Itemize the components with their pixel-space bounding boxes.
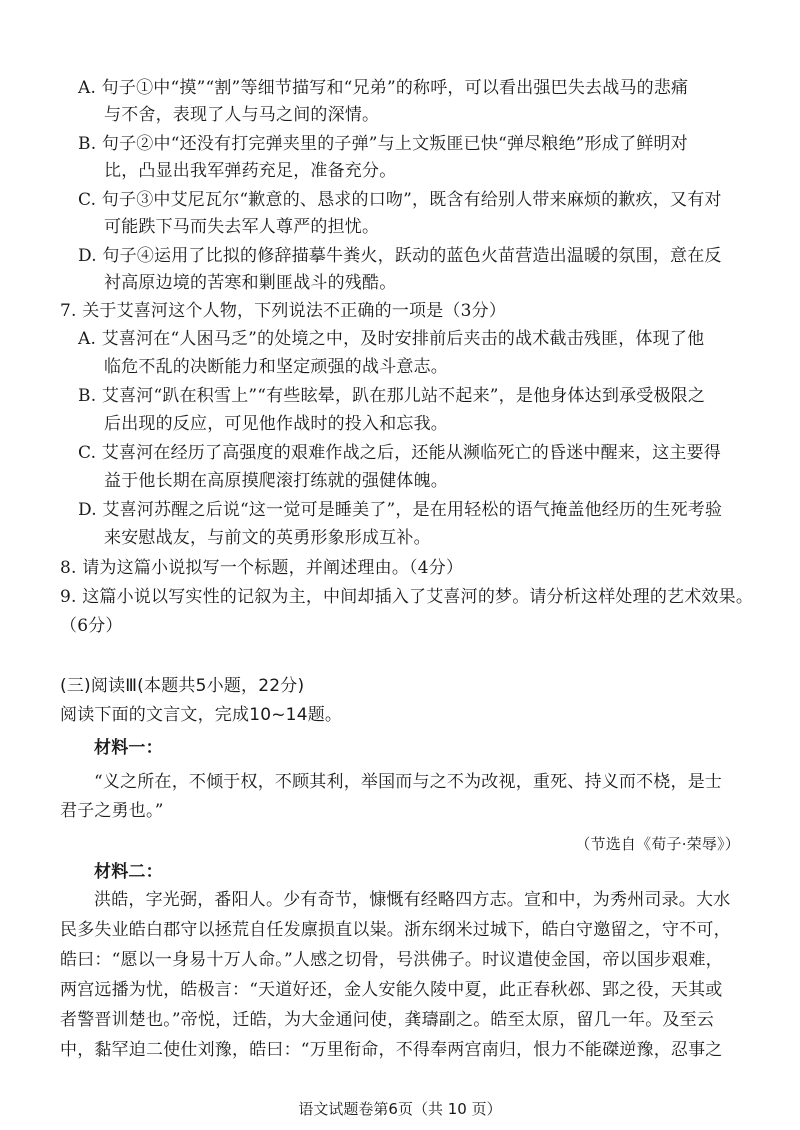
material1-text-line1: “义之所在，不倾于权，不顾其利，举国而与之不为改视，重死、持义而不桡，是士 (94, 772, 723, 792)
q7-option-b-line2: 后出现的反应，可见他作战时的投入和忘我。 (104, 414, 448, 434)
q6-option-c-line2: 可能跌下马而失去军人尊严的担忧。 (104, 217, 380, 237)
q6-option-a-line1: A. 句子①中“摸”“割”等细节描写和“兄弟”的称呼，可以看出强巴失去战马的悲痛 (78, 78, 689, 98)
material1-label: 材料一： (94, 738, 163, 758)
q7-option-c-line2: 益于他长期在高原摸爬滚打练就的强健体魄。 (104, 471, 448, 491)
q7-option-a-line2: 临危不乱的决断能力和坚定顽强的战斗意志。 (104, 357, 448, 377)
q6-option-c-line1: C. 句子③中艾尼瓦尔“歉意的、恳求的口吻”，既含有给别人带来麻烦的歉疚，又有对 (78, 190, 722, 210)
material2-line: 民多失业皓白郡守以拯荒自任发廪损直以粜。浙东纲米过城下，皓白守邀留之，守不可， (60, 920, 731, 940)
q6-option-a-line2: 与不舍，表现了人与马之间的深情。 (104, 105, 380, 125)
q6-option-b-line1: B. 句子②中“还没有打完弹夹里的子弹”与上文叛匪已快“弹尽粮绝”形成了鲜明对 (78, 134, 688, 154)
q7-stem: 7. 关于艾喜河这个人物，下列说法不正确的一项是（3分） (60, 301, 507, 321)
q9-question-line1: 9. 这篇小说以写实性的记叙为主，中间却插入了艾喜河的梦。请分析这样处理的艺术效果。 (60, 587, 754, 607)
material2-line: 皓曰：“愿以一身易十万人命。”人感之切骨，号洪佛子。时议遣使金国，帝以国步艰难， (60, 950, 723, 970)
q7-option-d-line2: 来安慰战友，与前文的英勇形象形成互补。 (104, 528, 431, 548)
material1-source: （节选自《荀子·荣辱》） (575, 835, 740, 853)
q9-question-line2: （6分） (60, 616, 123, 636)
material2-label: 材料二： (94, 862, 163, 882)
page-footer: 语文试题卷第6页（共 10 页） (298, 1100, 502, 1118)
q8-question: 8. 请为这篇小说拟写一个标题，并阐述理由。（4分） (60, 558, 464, 578)
q7-option-b-line1: B. 艾喜河“趴在积雪上”“有些眩晕，趴在那儿站不起来”，是他身体达到承受极限之 (78, 386, 706, 406)
material2-line: 洪皓，字光弼，番阳人。少有奇节，慷慨有经略四方志。宣和中，为秀州司录。大水 (94, 890, 731, 910)
q6-option-b-line2: 比，凸显出我军弹药充足，准备充分。 (104, 161, 397, 181)
q7-option-d-line1: D. 艾喜河苏醒之后说“这一觉可是睡美了”，是在用轻松的语气掩盖他经历的生死考验 (78, 500, 723, 520)
material2-line: 者警晋训楚也。”帝悦，迁皓，为大金通问使，龚璹副之。皓至太原，留几一年。及至云 (60, 1010, 714, 1030)
q7-option-a-line1: A. 艾喜河在“人困马乏”的处境之中，及时安排前后夹击的战术截击残匪，体现了他 (78, 329, 705, 349)
q6-option-d-line2: 衬高原边境的苦寒和剿匪战斗的残酷。 (104, 273, 397, 293)
material2-line: 两宫远播为忧，皓极言：“天道好还，金人安能久陵中夏，此正春秋邲、郢之役，天其或 (60, 980, 723, 1000)
section3-instruction: 阅读下面的文言文，完成10~14题。 (60, 705, 343, 725)
q6-option-d-line1: D. 句子④运用了比拟的修辞描摹牛粪火，跃动的蓝色火苗营造出温暖的氛围，意在反 (78, 246, 722, 266)
q7-option-c-line1: C. 艾喜河在经历了高强度的艰难作战之后，还能从濒临死亡的昏迷中醒来，这主要得 (78, 443, 722, 463)
material2-line: 中，黏罕迫二使仕刘豫，皓曰：“万里衔命，不得奉两宫南归，恨力不能磔逆豫，忍事之 (60, 1040, 723, 1060)
section3-heading: (三)阅读Ⅲ(本题共5小题，22分) (60, 676, 305, 696)
material1-text-line2: 君子之勇也。” (60, 801, 164, 821)
